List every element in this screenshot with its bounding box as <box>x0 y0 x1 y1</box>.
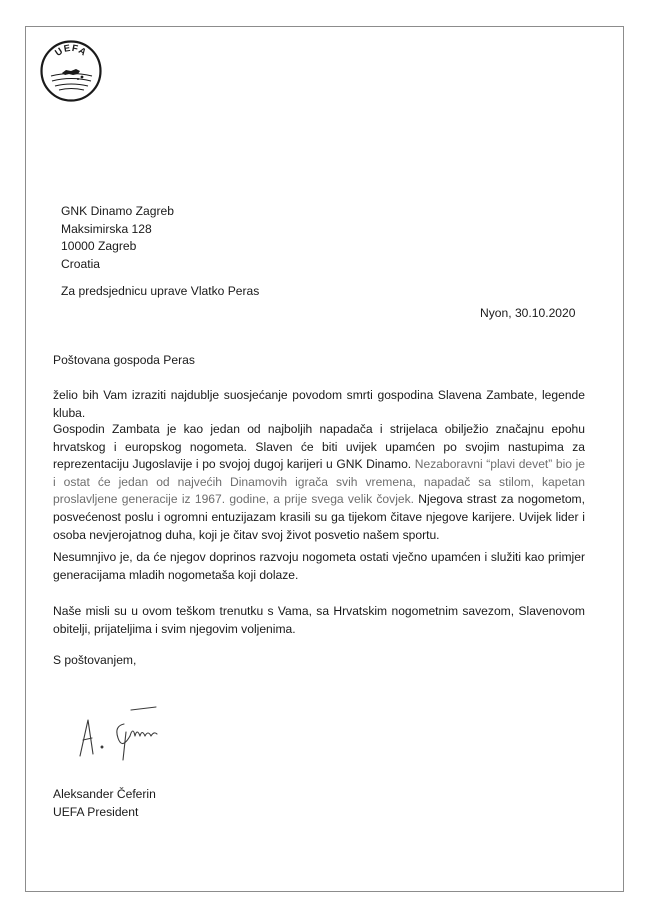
attention-line: Za predsjednicu uprave Vlatko Peras <box>61 284 260 298</box>
handwritten-signature <box>62 676 197 776</box>
address-line: Croatia <box>61 256 100 271</box>
salutation: Poštovana gospoda Peras <box>53 353 195 367</box>
paragraph-career-part-b: Nezaboravni “plavi devet” bio je i ostat će jedan od najvećih Dinamovih igrača svih vremena, napadač sa stilom, kapetan proslavljene generacije iz 1967. godine, a prije svega velik čovjek. <box>53 457 585 507</box>
recipient-address <box>61 203 174 273</box>
paragraph-legacy: Nesumnjivo je, da će njegov doprinos razvoju nogometa ostati vječno upamćen i služiti kao primjer generacijama mladih nogometaša koji dolaze. <box>53 550 585 582</box>
address-line: GNK Dinamo Zagreb <box>61 204 174 218</box>
signer-block <box>53 786 156 821</box>
paragraph-thoughts: Naše misli su u ovom teškom trenutku s Vama, sa Hrvatskim nogometnim savezom, Slavenovom obitelji, prijateljima i svim njegovim voljenima. <box>53 604 585 636</box>
logo-text: UEFA <box>53 42 89 59</box>
signer-name: Aleksander Čeferin <box>53 787 156 801</box>
address-line: 10000 Zagreb <box>61 239 137 254</box>
address-line: Maksimirska 128 <box>61 221 152 236</box>
paragraph-career <box>53 421 585 544</box>
paragraph-career-part-c: Njegova strast za nogometom, posvećenost poslu i ogromni entuzijazam krasili su ga tijekom čitave njegove karijere. Uvijek lider i osoba nevjerojatnog duha, koji je čitav svoj život posvetio našem sportu. <box>53 492 585 542</box>
date-line: Nyon, 30.10.2020 <box>480 306 576 320</box>
uefa-logo-icon <box>40 40 102 102</box>
paragraph-condolence: želio bih Vam izraziti najdublje suosjećanje povodom smrti gospodina Slavena Zambate, legende kluba. <box>53 388 585 420</box>
closing: S poštovanjem, <box>53 653 137 667</box>
signer-title: UEFA President <box>53 804 139 819</box>
paragraph-career-part-a: Gospodin Zambata je kao jedan od najboljih napadača i strijelaca obilježio značajnu epohu hrvatskog i europskog nogometa. Slaven će biti uvijek upamćen po svojim nastupima za reprezentaciju Jugoslavije i po svojoj dugoj karijeri u GNK Dinamo. <box>53 422 585 472</box>
